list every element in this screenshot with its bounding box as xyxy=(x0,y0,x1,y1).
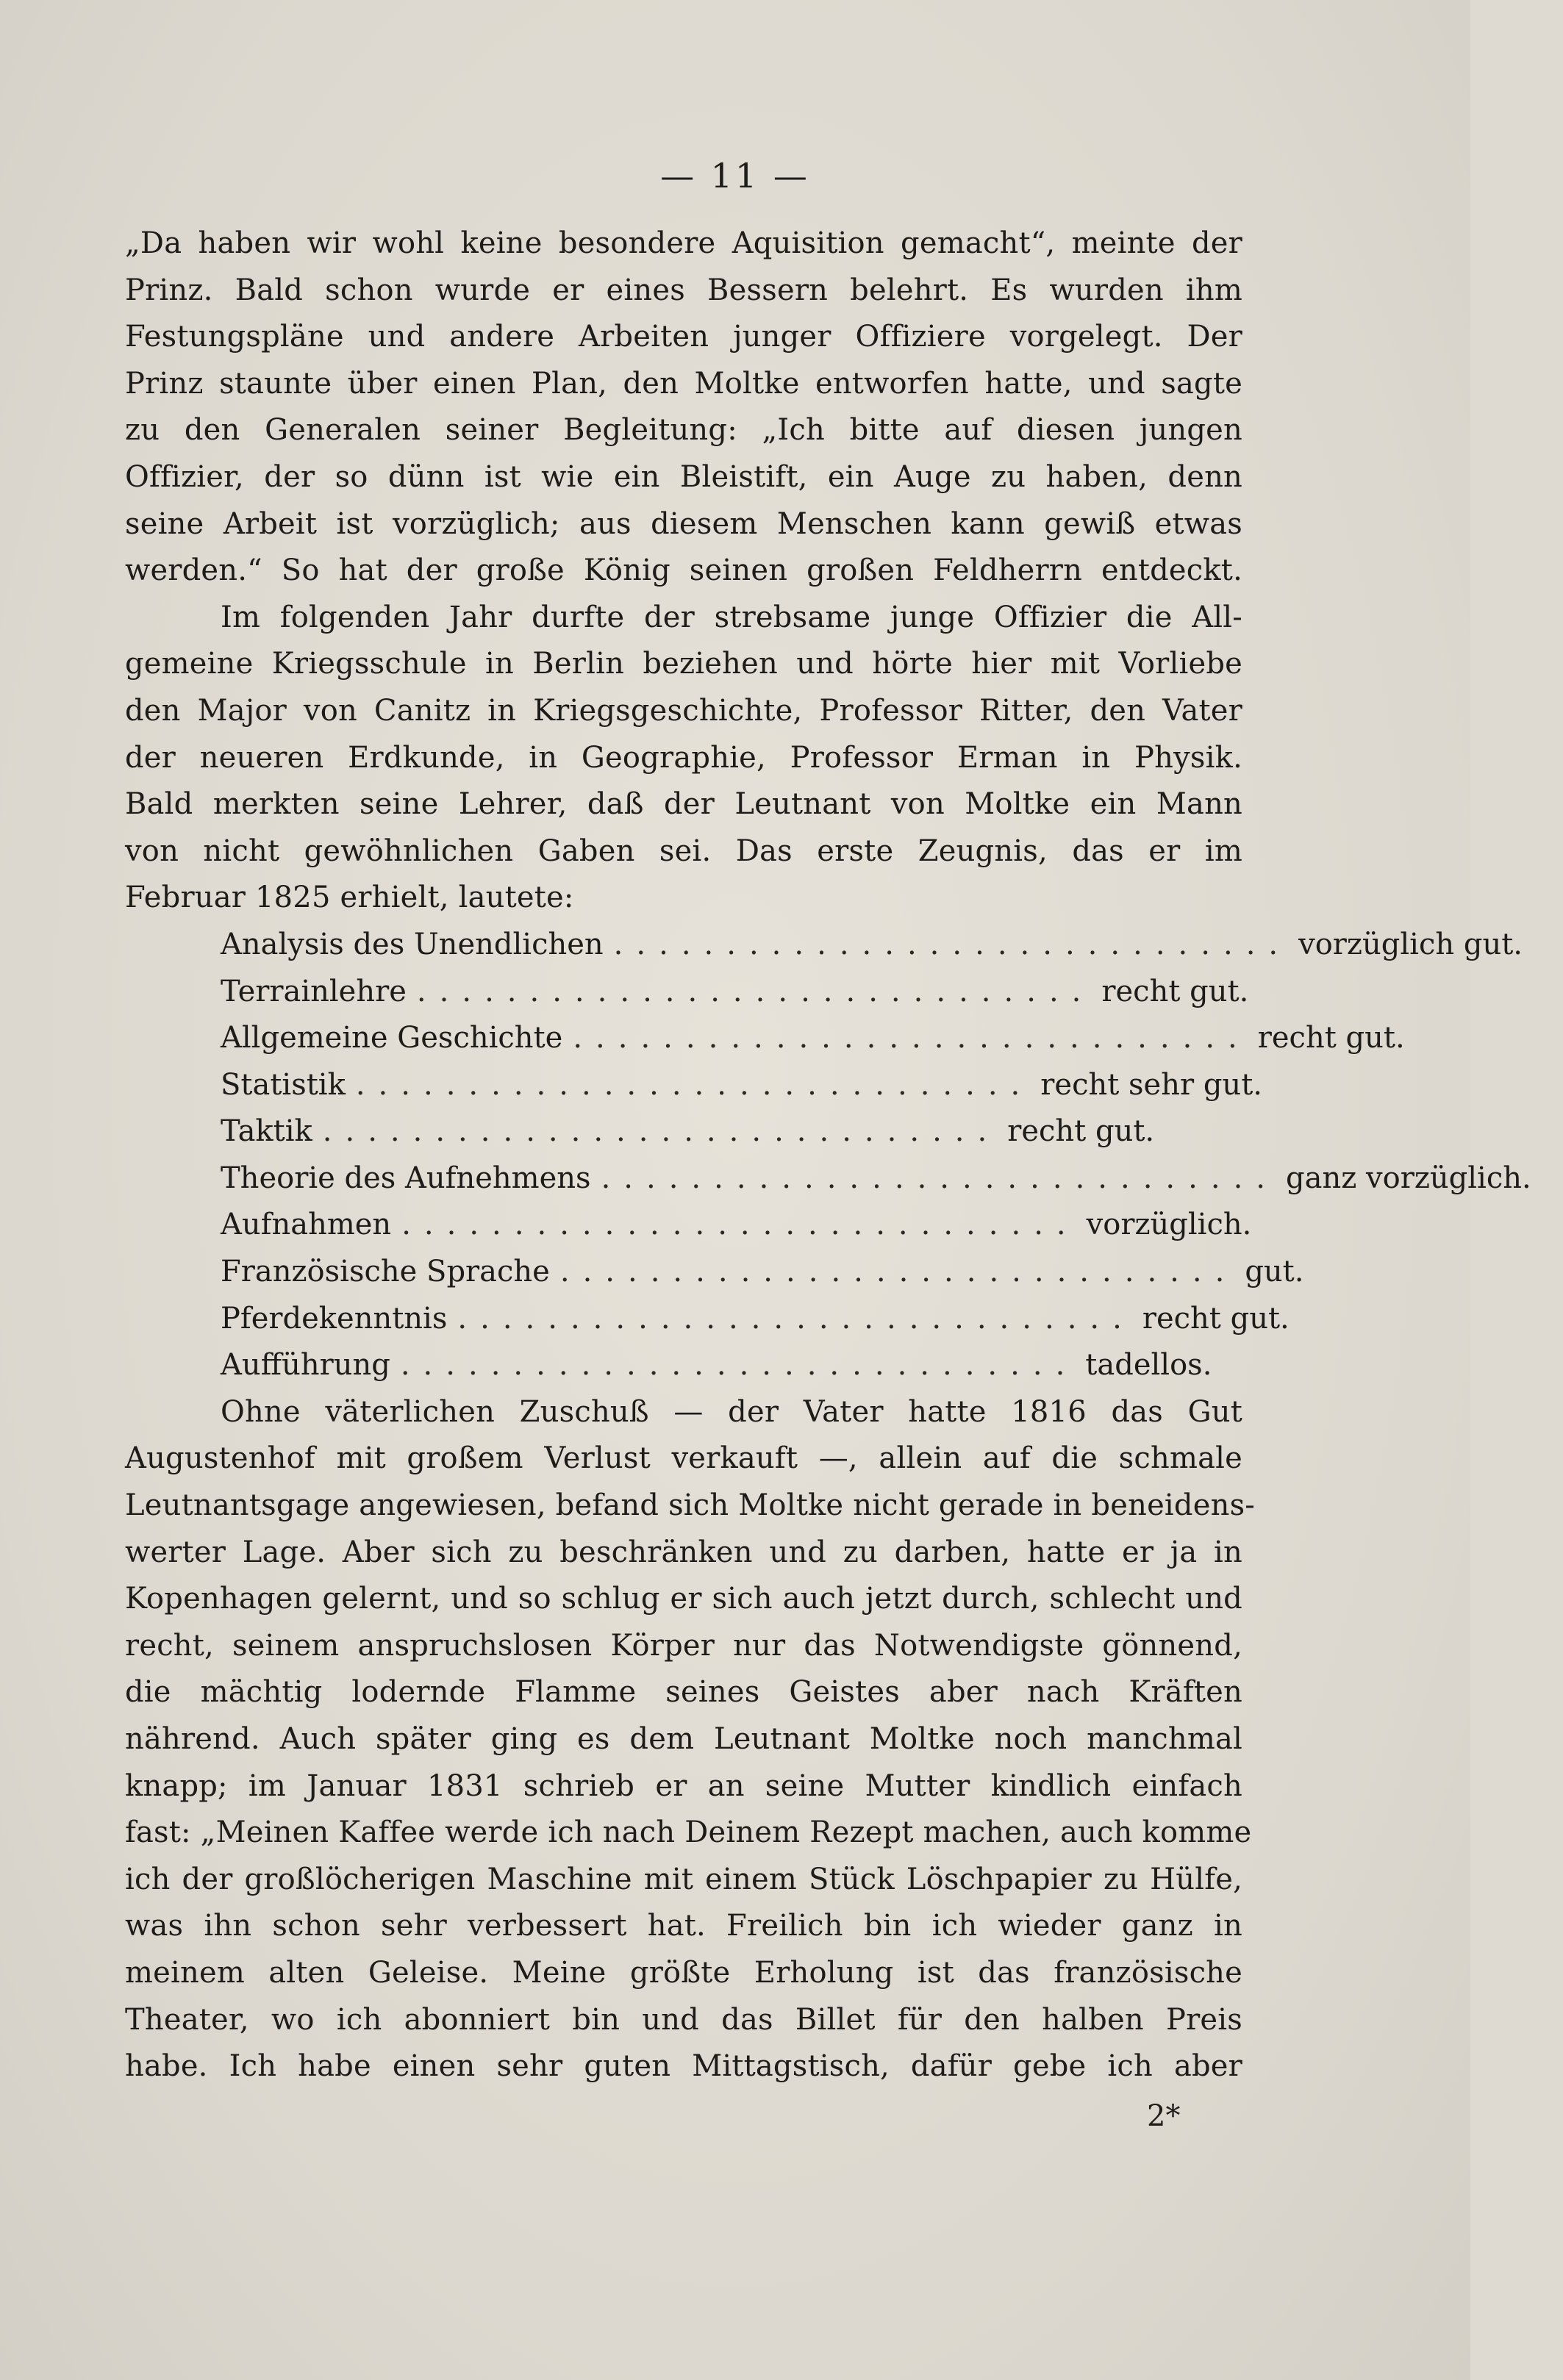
grade-subject: Aufnahmen xyxy=(221,1208,392,1242)
text-line: Prinz. Bald schon wurde er eines Bessern belehrt. Es wurden ihm xyxy=(125,273,1242,307)
dot-leader: .............................. xyxy=(601,1161,1279,1195)
text-line: werter Lage. Aber sich zu beschränken und zu darben, hatte er ja in xyxy=(125,1535,1242,1569)
text-line: Im folgenden Jahr durfte der strebsame junge Offizier die All- xyxy=(221,600,1242,634)
text-line: Februar 1825 erhielt, lautete: xyxy=(125,881,574,915)
grade-row xyxy=(125,1155,1531,1202)
grade-value: recht sehr gut. xyxy=(1040,1067,1262,1102)
text-line: was ihn schon sehr verbessert hat. Freilich bin ich wieder ganz in xyxy=(125,1909,1242,1943)
paragraph-1 xyxy=(125,221,1242,595)
text-line: die mächtig lodernde Flamme seines Geistes aber nach Kräften xyxy=(125,1675,1242,1710)
text-line: von nicht gewöhnlichen Gaben sei. Das erste Zeugnis, das er im xyxy=(125,834,1242,868)
dot-leader: .............................. xyxy=(613,927,1292,961)
page-number: — 11 — xyxy=(660,156,810,196)
grade-row xyxy=(125,1202,1252,1249)
text-line: meinem alten Geleise. Meine größte Erholung ist das französische xyxy=(125,1955,1242,1990)
grade-row xyxy=(125,1108,1242,1155)
grade-subject: Aufführung xyxy=(221,1348,390,1383)
dot-leader: .............................. xyxy=(559,1255,1238,1289)
page-body xyxy=(125,221,1531,2090)
grade-value: vorzüglich gut. xyxy=(1298,927,1523,961)
paragraph-3 xyxy=(125,1389,1256,2090)
text-line: Kopenhagen gelernt, und so schlug er sich auch jetzt durch, schlecht und xyxy=(125,1582,1242,1616)
grade-value: recht gut. xyxy=(1101,974,1249,1008)
grade-row xyxy=(125,1249,1304,1296)
grade-row xyxy=(125,1342,1242,1389)
grade-value: recht gut. xyxy=(1007,1114,1155,1149)
text-line: den Major von Canitz in Kriegsgeschichte, Professor Ritter, den Vater xyxy=(125,693,1242,728)
text-line: „Da haben wir wohl keine besondere Aquisition gemacht“, meinte der xyxy=(125,226,1242,260)
dot-leader: .............................. xyxy=(416,974,1095,1008)
text-line: ich der großlöcherigen Maschine mit einem Stück Löschpapier zu Hülfe, xyxy=(125,1862,1242,1896)
grade-value: ganz vorzüglich. xyxy=(1286,1161,1531,1195)
text-line: Festungspläne und andere Arbeiten junger Offiziere vorgelegt. Der xyxy=(125,320,1242,354)
grade-subject: Französische Sprache xyxy=(221,1255,550,1289)
text-line: knapp; im Januar 1831 schrieb er an seine Mutter kindlich einfach xyxy=(125,1768,1242,1803)
text-line: habe. Ich habe einen sehr guten Mittagstisch, dafür gebe ich aber xyxy=(125,2049,1242,2084)
text-line: Offizier, der so dünn ist wie ein Bleistift, ein Auge zu haben, denn xyxy=(125,459,1242,494)
grade-subject: Statistik xyxy=(221,1067,346,1102)
text-line: recht, seinem anspruchslosen Körper nur das Notwendigste gönnend, xyxy=(125,1628,1242,1663)
dot-leader: .............................. xyxy=(400,1348,1079,1383)
grade-row xyxy=(125,1015,1405,1062)
grade-report xyxy=(125,922,1531,1389)
grade-value: gut. xyxy=(1245,1255,1304,1289)
text-line: zu den Generalen seiner Begleitung: „Ich bitte auf diesen jungen xyxy=(125,413,1242,448)
grade-subject: Pferdekenntnis xyxy=(221,1301,448,1336)
text-line: werden.“ So hat der große König seinen großen Feldherrn entdeckt. xyxy=(125,553,1242,588)
text-line: Theater, wo ich abonniert bin und das Billet für den halben Preis xyxy=(125,2002,1242,2037)
dot-leader: .............................. xyxy=(322,1114,1001,1149)
grade-row xyxy=(125,1062,1262,1109)
grade-row xyxy=(125,922,1523,969)
text-line: seine Arbeit ist vorzüglich; aus diesem Menschen kann gewiß etwas xyxy=(125,506,1242,541)
grade-value: recht gut. xyxy=(1142,1301,1290,1336)
grade-value: recht gut. xyxy=(1257,1021,1405,1055)
grade-row xyxy=(125,969,1249,1016)
text-line: der neueren Erdkunde, in Geographie, Professor Erman in Physik. xyxy=(125,740,1242,775)
dot-leader: .............................. xyxy=(355,1067,1034,1102)
dot-leader: .............................. xyxy=(401,1208,1079,1242)
grade-subject: Terrainlehre xyxy=(221,974,407,1008)
text-line: fast: „Meinen Kaffee werde ich nach Deinem Rezept machen, auch komme xyxy=(125,1816,1252,1850)
text-line: nährend. Auch später ging es dem Leutnant Moltke noch manchmal xyxy=(125,1722,1242,1756)
grade-value: vorzüglich. xyxy=(1086,1208,1252,1242)
dot-leader: .............................. xyxy=(457,1301,1135,1336)
text-line: Augustenhof mit großem Verlust verkauft —, allein auf die schmale xyxy=(125,1441,1242,1476)
grade-row xyxy=(125,1296,1290,1343)
text-line: gemeine Kriegsschule in Berlin beziehen und hörte hier mit Vorliebe xyxy=(125,647,1242,681)
text-line: Leutnantsgage angewiesen, befand sich Moltke nicht gerade in beneidens- xyxy=(125,1488,1256,1523)
paragraph-2 xyxy=(125,595,1242,922)
grade-value: tadellos. xyxy=(1085,1348,1212,1383)
grade-subject: Analysis des Unendlichen xyxy=(221,927,604,961)
dot-leader: .............................. xyxy=(573,1021,1251,1055)
grade-subject: Theorie des Aufnehmens xyxy=(221,1161,591,1195)
text-line: Ohne väterlichen Zuschuß — der Vater hatte 1816 das Gut xyxy=(221,1394,1242,1429)
signature-mark: 2* xyxy=(1147,2099,1181,2133)
text-line: Prinz staunte über einen Plan, den Moltke entworfen hatte, und sagte xyxy=(125,366,1242,401)
grade-subject: Allgemeine Geschichte xyxy=(221,1021,563,1055)
grade-subject: Taktik xyxy=(221,1114,312,1149)
text-line: Bald merkten seine Lehrer, daß der Leutnant von Moltke ein Mann xyxy=(125,787,1242,822)
